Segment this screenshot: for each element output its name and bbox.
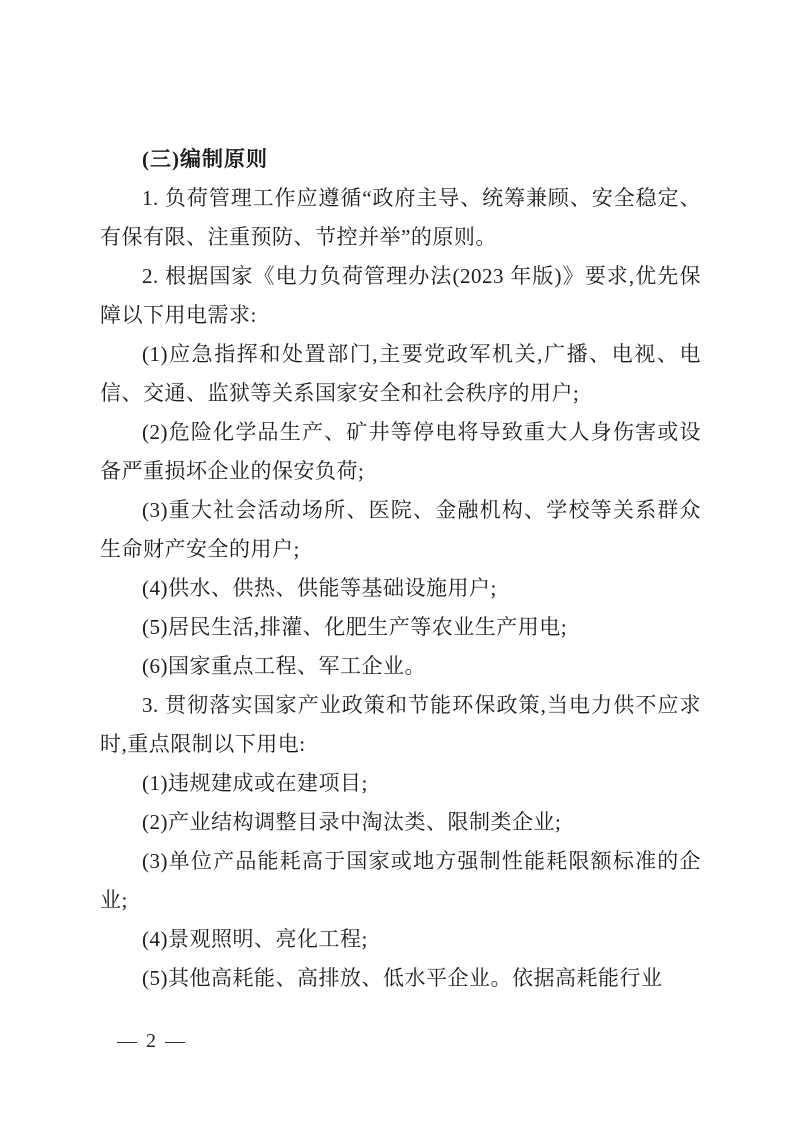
paragraph-8: (6)国家重点工程、军工企业。 xyxy=(142,654,426,678)
paragraph-4: (2)危险化学品生产、矿井等停电将导致重大人身伤害或设备严重损坏企业的保安负荷; xyxy=(100,420,701,483)
paragraph-13: (4)景观照明、亮化工程; xyxy=(142,927,368,951)
page-number: — 2 — xyxy=(117,1030,187,1052)
paragraph-1: 1. 负荷管理工作应遵循“政府主导、统筹兼顾、安全稳定、有保有限、注重预防、节控并举”的原则。 xyxy=(100,186,701,249)
paragraph-12: (3)单位产品能耗高于国家或地方强制性能耗限额标准的企业; xyxy=(100,849,701,912)
paragraph-2: 2. 根据国家《电力负荷管理办法(2023 年版)》要求,优先保障以下用电需求: xyxy=(100,264,701,327)
paragraph-10: (1)违规建成或在建项目; xyxy=(142,771,368,795)
paragraph-9: 3. 贯彻落实国家产业政策和节能环保政策,当电力供不应求时,重点限制以下用电: xyxy=(100,693,701,756)
paragraph-6: (4)供水、供热、供能等基础设施用户; xyxy=(142,576,497,600)
section-heading: (三)编制原则 xyxy=(142,147,268,171)
paragraph-11: (2)产业结构调整目录中淘汰类、限制类企业; xyxy=(142,810,562,834)
paragraph-14: (5)其他高耗能、高排放、低水平企业。依据高耗能行业 xyxy=(142,966,663,990)
paragraph-3: (1)应急指挥和处置部门,主要党政军机关,广播、电视、电信、交通、监狱等关系国家安全和社会秩序的用户; xyxy=(100,342,701,405)
paragraph-7: (5)居民生活,排灌、化肥生产等农业生产用电; xyxy=(142,615,568,639)
document-body xyxy=(100,140,701,998)
paragraph-5: (3)重大社会活动场所、医院、金融机构、学校等关系群众生命财产安全的用户; xyxy=(100,498,701,561)
